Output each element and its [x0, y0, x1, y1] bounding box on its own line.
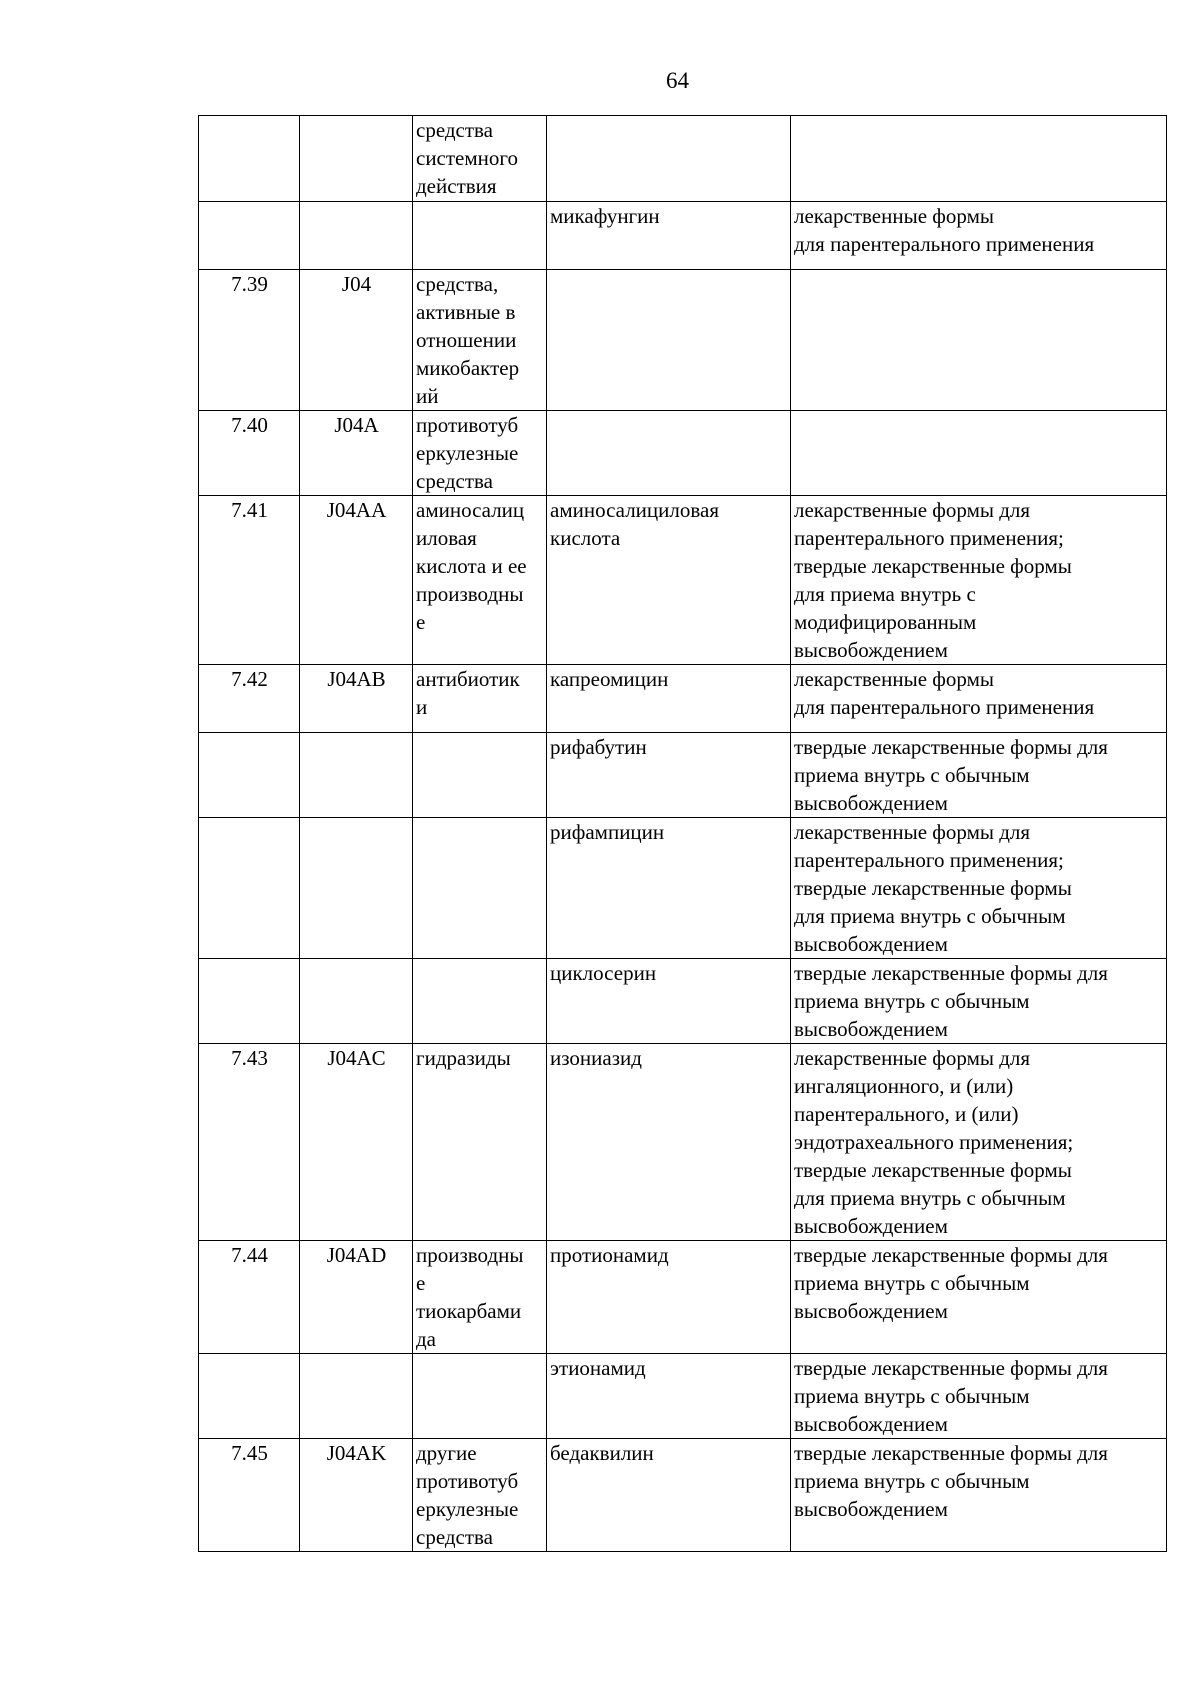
drug-name-text: бедаквилин [550, 1441, 654, 1465]
dosage-forms-cell [791, 496, 1167, 665]
group-name-cell [413, 1439, 547, 1552]
row-number-cell [199, 733, 300, 818]
group-name-cell [413, 116, 547, 202]
drug-name-text: протионамид [550, 1243, 669, 1267]
group-name-cell [413, 818, 547, 959]
atc-code-cell [300, 1354, 413, 1439]
atc-code-text: J04AA [326, 498, 387, 522]
table-row [199, 1354, 1167, 1439]
atc-code-cell [300, 818, 413, 959]
atc-code-text: J04AK [326, 1441, 387, 1465]
drug-name-text: циклосерин [550, 961, 657, 985]
dosage-forms-text: твердые лекарственные формы для приема внутрь с обычным высвобождением [794, 1243, 1108, 1323]
group-name-text: средства системного действия [416, 118, 518, 198]
group-name-cell [413, 202, 547, 270]
table-row [199, 270, 1167, 411]
group-name-cell [413, 733, 547, 818]
row-number-cell [199, 959, 300, 1044]
row-number-cell [199, 1354, 300, 1439]
drug-name-text: рифабутин [550, 735, 647, 759]
row-number-text: 7.40 [231, 413, 268, 437]
group-name-cell [413, 270, 547, 411]
table-row [199, 202, 1167, 270]
drug-table [198, 115, 1167, 1552]
drug-name-text: рифампицин [550, 820, 665, 844]
atc-code-cell [300, 1044, 413, 1241]
drug-name-cell [547, 733, 791, 818]
atc-code-cell [300, 411, 413, 496]
dosage-forms-cell [791, 1044, 1167, 1241]
drug-name-cell [547, 665, 791, 733]
drug-name-cell [547, 1044, 791, 1241]
drug-name-cell [547, 496, 791, 665]
row-number-cell [199, 116, 300, 202]
row-number-cell [199, 270, 300, 411]
dosage-forms-cell [791, 733, 1167, 818]
dosage-forms-cell [791, 1241, 1167, 1354]
group-name-cell [413, 1354, 547, 1439]
dosage-forms-text: твердые лекарственные формы для приема внутрь с обычным высвобождением [794, 735, 1108, 815]
dosage-forms-text: лекарственные формы для парентерального применения [794, 667, 1095, 719]
table-row [199, 116, 1167, 202]
group-name-text: средства, активные в отношении микобактер ий [416, 272, 520, 408]
dosage-forms-cell [791, 1439, 1167, 1552]
dosage-forms-text: лекарственные формы для парентерального применения; твердые лекарственные формы для приема внутрь с обычным высвобождением [794, 820, 1072, 956]
drug-name-cell [547, 1241, 791, 1354]
atc-code-cell [300, 496, 413, 665]
group-name-cell [413, 1241, 547, 1354]
dosage-forms-text: лекарственные формы для парентерального применения; твердые лекарственные формы для приема внутрь с модифицированным высвобождением [794, 498, 1072, 662]
group-name-cell [413, 959, 547, 1044]
group-name-text: другие противотуб еркулезные средства [416, 1441, 519, 1549]
atc-code-text: J04AD [326, 1243, 387, 1267]
atc-code-cell [300, 202, 413, 270]
dosage-forms-cell [791, 270, 1167, 411]
group-name-text: аминосалиц иловая кислота и ее производны е [416, 498, 527, 634]
row-number-cell [199, 496, 300, 665]
atc-code-text: J04 [341, 272, 372, 296]
atc-code-text: J04AC [327, 1046, 386, 1070]
atc-code-cell [300, 1241, 413, 1354]
drug-name-cell [547, 959, 791, 1044]
table-row [199, 1241, 1167, 1354]
atc-code-cell [300, 270, 413, 411]
group-name-text: гидразиды [416, 1046, 511, 1070]
drug-name-text: капреомицин [550, 667, 669, 691]
row-number-text: 7.39 [231, 272, 268, 296]
dosage-forms-text: лекарственные формы для парентерального применения [794, 204, 1095, 256]
dosage-forms-cell [791, 1354, 1167, 1439]
table-row [199, 733, 1167, 818]
dosage-forms-cell [791, 411, 1167, 496]
atc-code-cell [300, 733, 413, 818]
row-number-text: 7.43 [231, 1046, 268, 1070]
group-name-cell [413, 665, 547, 733]
row-number-cell [199, 411, 300, 496]
group-name-cell [413, 496, 547, 665]
drug-name-cell [547, 202, 791, 270]
dosage-forms-cell [791, 818, 1167, 959]
row-number-cell [199, 1439, 300, 1552]
drug-name-text: микафунгин [550, 204, 660, 228]
drug-name-cell [547, 411, 791, 496]
group-name-cell [413, 411, 547, 496]
group-name-cell [413, 1044, 547, 1241]
row-number-text: 7.42 [231, 667, 268, 691]
atc-code-cell [300, 665, 413, 733]
drug-name-cell [547, 1439, 791, 1552]
dosage-forms-text: твердые лекарственные формы для приема внутрь с обычным высвобождением [794, 1441, 1108, 1521]
dosage-forms-cell [791, 202, 1167, 270]
page-number: 64 [666, 68, 689, 93]
table-row [199, 959, 1167, 1044]
atc-code-text: J04A [334, 413, 379, 437]
group-name-text: антибиотик и [416, 667, 520, 719]
table-row [199, 1044, 1167, 1241]
row-number-text: 7.44 [231, 1243, 268, 1267]
row-number-cell [199, 665, 300, 733]
table-row [199, 496, 1167, 665]
table-row [199, 1439, 1167, 1552]
dosage-forms-cell [791, 665, 1167, 733]
drug-name-text: аминосалициловая кислота [550, 498, 719, 550]
dosage-forms-text: твердые лекарственные формы для приема внутрь с обычным высвобождением [794, 961, 1108, 1041]
atc-code-cell [300, 1439, 413, 1552]
group-name-text: противотуб еркулезные средства [416, 413, 519, 493]
table-row [199, 665, 1167, 733]
dosage-forms-text: лекарственные формы для ингаляционного, и (или) парентерального, и (или) эндотрахеального применения; твердые лекарственные формы для приема внутрь с обычным высвобождением [794, 1046, 1074, 1238]
row-number-text: 7.45 [231, 1441, 268, 1465]
row-number-text: 7.41 [231, 498, 268, 522]
drug-name-cell [547, 116, 791, 202]
row-number-cell [199, 202, 300, 270]
dosage-forms-cell [791, 116, 1167, 202]
drug-name-cell [547, 818, 791, 959]
group-name-text: производны е тиокарбами да [416, 1243, 524, 1351]
row-number-cell [199, 1044, 300, 1241]
table-row [199, 411, 1167, 496]
atc-code-text: J04AB [327, 667, 386, 691]
drug-name-cell [547, 270, 791, 411]
table-body [199, 116, 1167, 1552]
drug-name-cell [547, 1354, 791, 1439]
table-row [199, 818, 1167, 959]
dosage-forms-cell [791, 959, 1167, 1044]
dosage-forms-text: твердые лекарственные формы для приема внутрь с обычным высвобождением [794, 1356, 1108, 1436]
drug-name-text: изониазид [550, 1046, 642, 1070]
drug-name-text: этионамид [550, 1356, 646, 1380]
row-number-cell [199, 818, 300, 959]
atc-code-cell [300, 116, 413, 202]
row-number-cell [199, 1241, 300, 1354]
atc-code-cell [300, 959, 413, 1044]
